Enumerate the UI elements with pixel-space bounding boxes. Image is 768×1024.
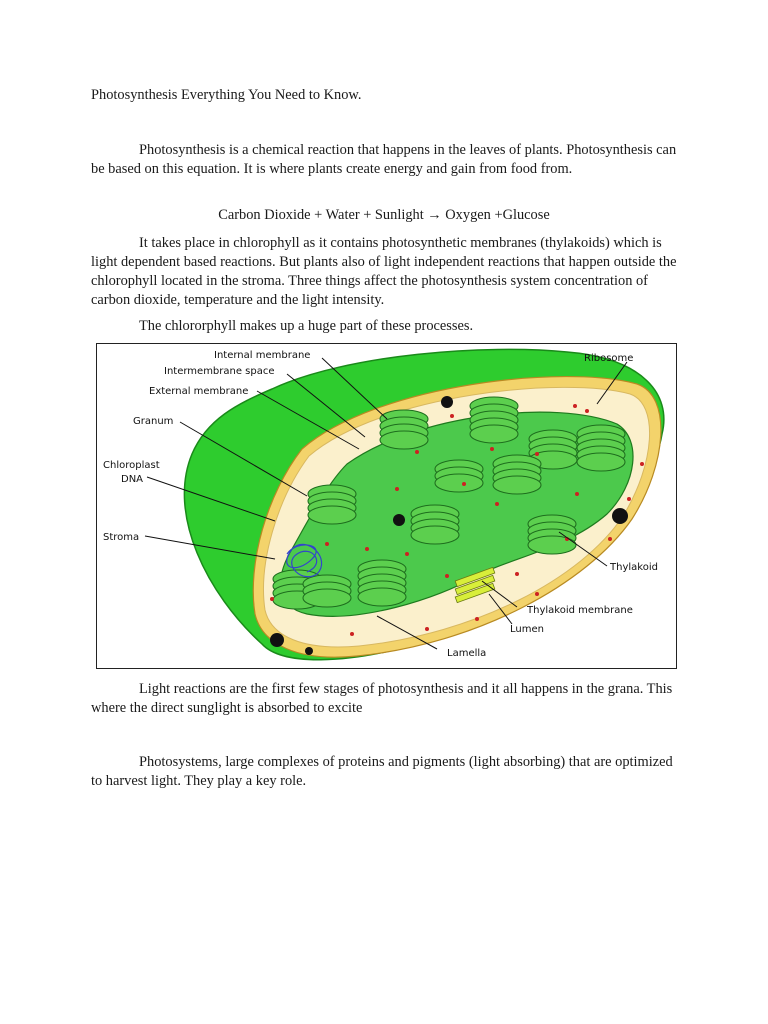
label-lumen: Lumen — [510, 624, 544, 635]
label-lamella: Lamella — [447, 648, 487, 659]
photosynthesis-equation: Carbon Dioxide + Water + Sunlight → Oxygen +Glucose — [218, 207, 550, 223]
label-thylakoid-membrane: Thylakoid membrane — [527, 605, 633, 616]
label-chloroplast-dna-line1: Chloroplast — [103, 460, 160, 471]
paragraph-photosystems — [91, 753, 681, 791]
label-thylakoid: Thylakoid — [610, 562, 658, 573]
chloroplast-diagram — [96, 343, 677, 669]
starch-granule — [441, 396, 453, 408]
label-stroma: Stroma — [103, 532, 140, 543]
label-external-membrane: External membrane — [149, 386, 249, 397]
chloroplast-illustration — [97, 344, 676, 668]
paragraph-light-reactions-text: Light reactions are the first few stages of photosynthesis and it all happens in the grana. This where the direct sunglight is absorbed to excite — [91, 681, 673, 716]
paragraph-intro-text: Photosynthesis is a chemical reaction that happens in the leaves of plants. Photosynthesis can be based on this equation. It is where plants create energy and gain from food from. — [91, 142, 677, 177]
paragraph-thylakoids-text: It takes place in chlorophyll as it contains photosynthetic membranes (thylakoids) which is light dependent based reactions. But plants also of light independent reactions that happen outside the chlorophyll located in the stroma. Three things affect the photosynthesis system concentration of carbon dioxide, temperature and the light intensity. — [91, 235, 677, 308]
starch-granule — [393, 514, 405, 526]
paragraph-intro — [91, 141, 681, 179]
paragraph-chlorophyll-text: The chlororphyll makes up a huge part of these processes. — [139, 318, 474, 334]
label-internal-membrane: Internal membrane — [214, 350, 311, 361]
paragraph-light-reactions — [91, 680, 681, 718]
starch-granule — [612, 508, 628, 524]
paragraph-chlorophyll — [91, 317, 681, 336]
label-chloroplast-dna-line2: DNA — [121, 474, 144, 485]
starch-granule — [270, 633, 284, 647]
paragraph-photosystems-text: Photosystems, large complexes of proteins and pigments (light absorbing) that are optimized to harvest light. They play a key role. — [91, 754, 673, 789]
document-title: Photosynthesis Everything You Need to Know. — [91, 87, 362, 103]
label-ribosome: Ribosome — [584, 353, 634, 364]
label-intermembrane-space: Intermembrane space — [164, 366, 275, 377]
label-granum: Granum — [133, 416, 174, 427]
starch-granule — [305, 647, 313, 655]
paragraph-thylakoids — [91, 234, 681, 310]
